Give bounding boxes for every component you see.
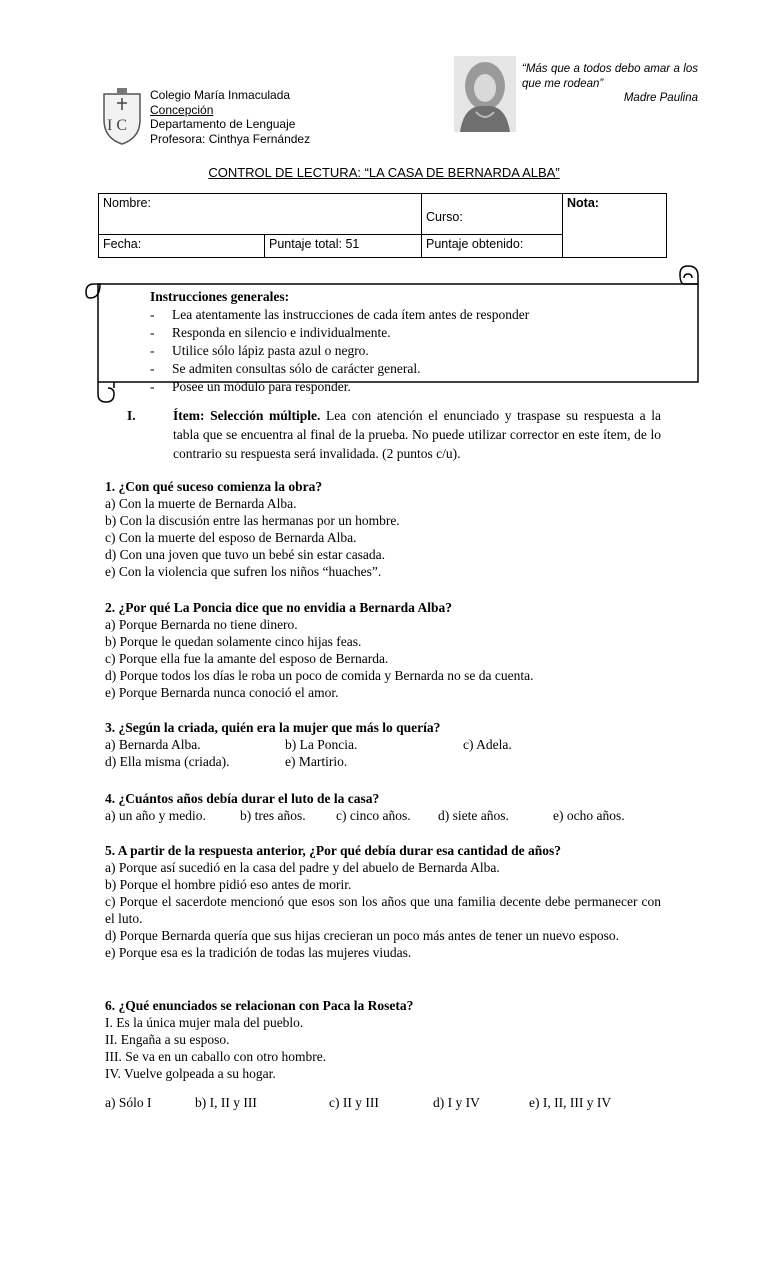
question-title: 3. ¿Según la criada, quién era la mujer que más lo quería? xyxy=(105,720,441,735)
item-instructions xyxy=(173,406,661,463)
option: b) tres años. xyxy=(240,808,306,823)
portrait-image xyxy=(454,56,516,132)
question-title: 6. ¿Qué enunciados se relacionan con Paca la Roseta? xyxy=(105,998,414,1013)
question-1 xyxy=(105,478,661,580)
option: a) Porque así sucedió en la casa del padre y del abuelo de Bernarda Alba. xyxy=(105,860,500,875)
question-title: 1. ¿Con qué suceso comienza la obra? xyxy=(105,479,323,494)
question-6 xyxy=(105,997,661,1111)
option: b) Porque el hombre pidió eso antes de morir. xyxy=(105,877,352,892)
option: a) Sólo I xyxy=(105,1095,152,1110)
instruction-item: - Se admiten consultas sólo de carácter general. xyxy=(150,361,421,376)
department: Departamento de Lenguaje xyxy=(150,117,296,131)
option: e) Con la violencia que sufren los niños “huaches”. xyxy=(105,564,382,579)
item-number: I. xyxy=(127,408,136,423)
question-title: 4. ¿Cuántos años debía durar el luto de la casa? xyxy=(105,791,380,806)
option: d) Con una joven que tuvo un bebé sin estar casada. xyxy=(105,547,386,562)
instruction-item: - Utilice sólo lápiz pasta azul o negro. xyxy=(150,343,369,358)
puntaje-total-cell: Puntaje total: 51 xyxy=(265,235,422,258)
question-3 xyxy=(105,719,661,770)
option: e) I, II, III y IV xyxy=(529,1095,612,1110)
option: a) Con la muerte de Bernarda Alba. xyxy=(105,496,297,511)
option: a) Porque Bernarda no tiene dinero. xyxy=(105,617,298,632)
option: d) Porque Bernarda quería que sus hijas crecieran un poco más antes de tener un nuevo esposo. xyxy=(105,928,619,943)
puntaje-obtenido-field[interactable]: Puntaje obtenido: xyxy=(422,235,563,258)
option: d) I y IV xyxy=(433,1095,480,1110)
quote-author: Madre Paulina xyxy=(623,92,698,104)
statement: II. Engaña a su esposo. xyxy=(105,1032,230,1047)
option: c) cinco años. xyxy=(336,808,411,823)
statement: IV. Vuelve golpeada a su hogar. xyxy=(105,1066,276,1081)
school-city: Concepción xyxy=(150,102,214,117)
option: b) La Poncia. xyxy=(285,737,358,752)
option: c) Con la muerte del esposo de Bernarda Alba. xyxy=(105,530,357,545)
option: e) ocho años. xyxy=(553,808,625,823)
nota-field[interactable]: Nota: xyxy=(563,194,667,258)
school-info xyxy=(150,88,310,146)
option: b) I, II y III xyxy=(195,1095,257,1110)
quote-text: “Más que a todos debo amar a los que me rodean” xyxy=(522,63,698,90)
option: c) Porque el sacerdote mencionó que esos son los años que una familia decente debe permanecer con el luto. xyxy=(105,894,661,926)
instruction-item: - Lea atentamente las instrucciones de cada ítem antes de responder xyxy=(150,307,530,322)
fecha-field[interactable]: Fecha: xyxy=(99,235,265,258)
option: d) siete años. xyxy=(438,808,509,823)
teacher: Profesora: Cinthya Fernández xyxy=(150,131,311,146)
option: c) II y III xyxy=(329,1095,379,1110)
option: e) Porque Bernarda nunca conoció el amor. xyxy=(105,685,339,700)
question-title: 2. ¿Por qué La Poncia dice que no envidia a Bernarda Alba? xyxy=(105,600,453,615)
instruction-item: - Responda en silencio e individualmente. xyxy=(150,325,391,340)
option: d) Porque todos los días le roba un poco de comida y Bernarda no se da cuenta. xyxy=(105,668,534,683)
school-logo xyxy=(100,86,144,146)
item-section xyxy=(105,406,661,463)
header-quote xyxy=(522,62,698,106)
option: e) Martirio. xyxy=(285,754,348,769)
student-info-table xyxy=(98,193,667,258)
question-2 xyxy=(105,599,661,701)
option: a) un año y medio. xyxy=(105,808,206,823)
instruction-item: - Posee un módulo para responder. xyxy=(150,379,351,394)
statement: I. Es la única mujer mala del pueblo. xyxy=(105,1015,304,1030)
option: b) Porque le quedan solamente cinco hijas feas. xyxy=(105,634,362,649)
option: c) Adela. xyxy=(463,737,512,752)
option: e) Porque esa es la tradición de todas las mujeres viudas. xyxy=(105,945,412,960)
question-5 xyxy=(105,842,661,961)
page-title: CONTROL DE LECTURA: “LA CASA DE BERNARDA ALBA” xyxy=(208,165,560,180)
item-text: Lea con atención el enunciado y traspase su respuesta a la tabla que se encuentra al final de la prueba. No puede utilizar corrector en este ítem, de lo contrario su respuesta será invalidada. (2 puntos c/u). xyxy=(173,408,661,461)
option: d) Ella misma (criada). xyxy=(105,754,230,769)
general-instructions xyxy=(150,288,529,396)
option: c) Porque ella fue la amante del esposo de Bernarda. xyxy=(105,651,389,666)
option: b) Con la discusión entre las hermanas por un hombre. xyxy=(105,513,400,528)
school-name: Colegio María Inmaculada xyxy=(150,88,291,102)
instructions-heading: Instrucciones generales: xyxy=(150,289,290,304)
curso-field[interactable]: Curso: xyxy=(422,194,563,235)
option: a) Bernarda Alba. xyxy=(105,737,201,752)
item-heading: Ítem: Selección múltiple. xyxy=(173,408,321,423)
logo-letters: I C xyxy=(107,117,127,134)
question-title: 5. A partir de la respuesta anterior, ¿Por qué debía durar esa cantidad de años? xyxy=(105,843,562,858)
nombre-field[interactable]: Nombre: xyxy=(99,194,422,235)
question-4 xyxy=(105,790,661,824)
statement: III. Se va en un caballo con otro hombre. xyxy=(105,1049,327,1064)
